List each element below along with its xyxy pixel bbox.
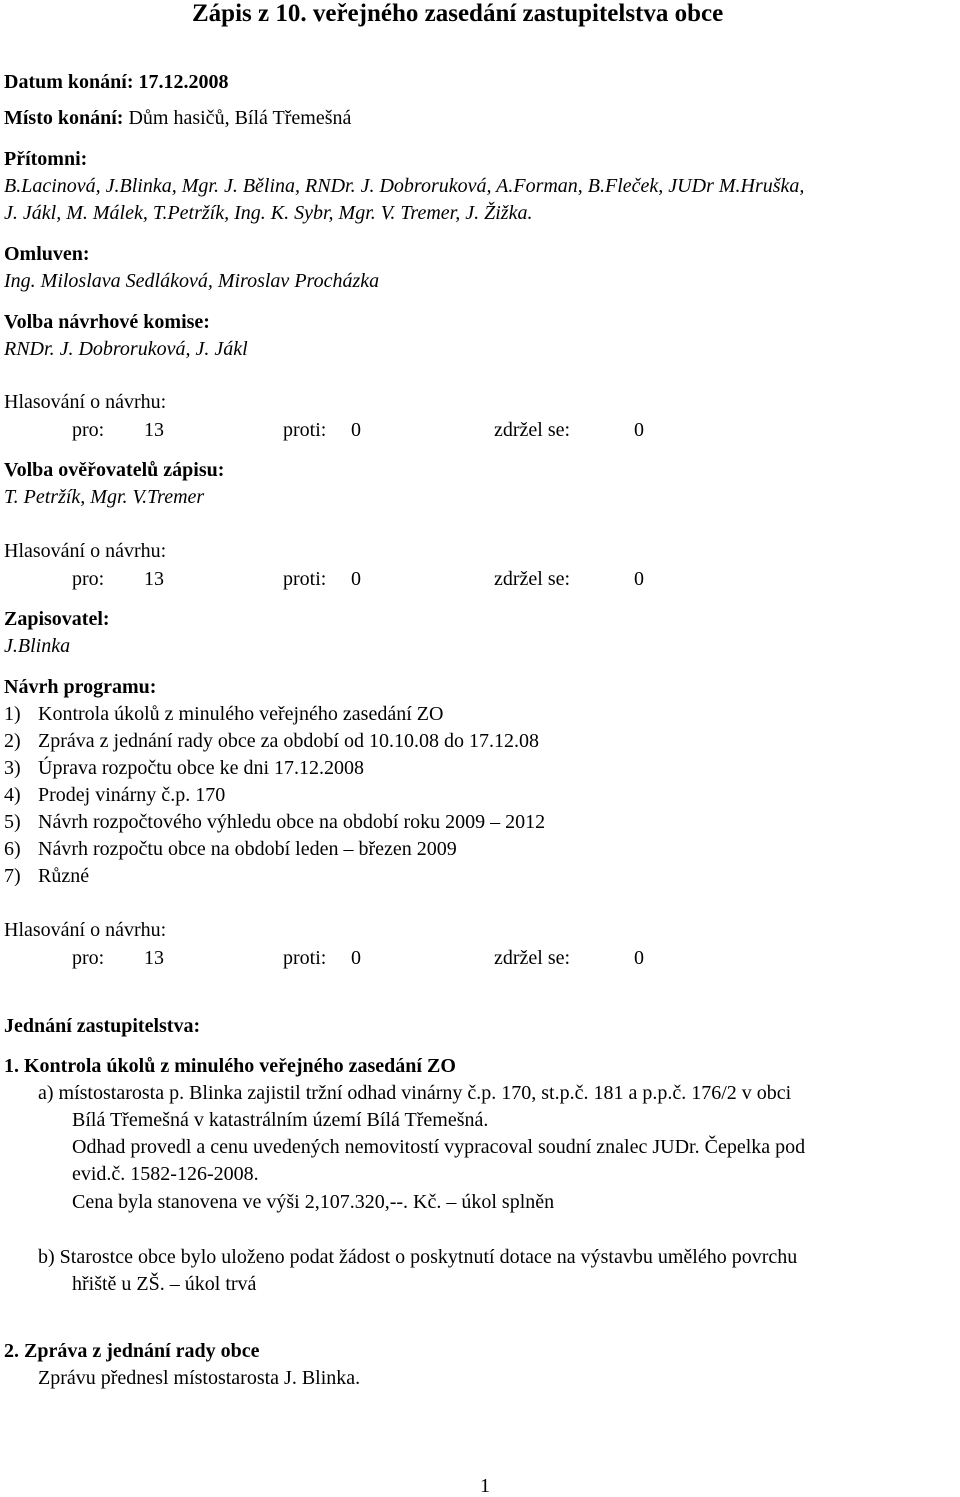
- present-line-2: J. Jákl, M. Málek, T.Petržík, Ing. K. Sybr, Mgr. V. Tremer, J. Žižka.: [4, 202, 533, 224]
- page-title: Zápis z 10. veřejného zasedání zastupitelstva obce: [192, 0, 724, 27]
- section-1-a-line-1: a) místostarosta p. Blinka zajistil tržní odhad vinárny č.p. 170, st.p.č. 181 a p.p.č. 176/2 v obci: [38, 1082, 792, 1104]
- meeting-place: [4, 108, 351, 128]
- program-item: Zpráva z jednání rady obce za období od 10.10.08 do 17.12.08: [38, 730, 539, 752]
- program-item-number: 4): [4, 784, 21, 806]
- proceedings-label: Jednání zastupitelstva:: [4, 1015, 201, 1037]
- section-2-title: 2. Zpráva z jednání rady obce: [4, 1340, 260, 1362]
- vote-proti-value: 0: [351, 947, 361, 969]
- section-1-a-line-3: Odhad provedl a cenu uvedených nemovitostí vypracoval soudní znalec JUDr. Čepelka pod: [72, 1136, 806, 1158]
- verifiers-value: T. Petržík, Mgr. V.Tremer: [4, 486, 205, 508]
- vote-label: Hlasování o návrhu:: [4, 919, 167, 941]
- program-item: Úprava rozpočtu obce ke dni 17.12.2008: [38, 757, 365, 779]
- program-item-number: 1): [4, 703, 21, 725]
- commission-label: Volba návrhové komise:: [4, 311, 210, 333]
- place-label: Místo konání:: [4, 107, 124, 129]
- section-1-a-line-5: Cena byla stanovena ve výši 2,107.320,--. Kč. – úkol splněn: [72, 1191, 555, 1213]
- present-label: Přítomni:: [4, 148, 88, 170]
- program-item-number: 7): [4, 865, 21, 887]
- vote-pro-value: 13: [144, 419, 164, 441]
- vote-pro-value: 13: [144, 947, 164, 969]
- vote-pro-label: pro:: [72, 947, 105, 969]
- program-item: Kontrola úkolů z minulého veřejného zasedání ZO: [38, 703, 444, 725]
- vote-zdrzel-value: 0: [634, 419, 644, 441]
- section-1-b-line-1: b) Starostce obce bylo uloženo podat žádost o poskytnutí dotace na výstavbu umělého povrchu: [38, 1246, 798, 1268]
- recorder-value: J.Blinka: [4, 635, 71, 657]
- vote-zdrzel-value: 0: [634, 568, 644, 590]
- vote-proti-label: proti:: [283, 419, 327, 441]
- verifiers-label: Volba ověřovatelů zápisu:: [4, 459, 225, 481]
- section-1-b-line-2: hřiště u ZŠ. – úkol trvá: [72, 1273, 257, 1295]
- vote-zdrzel-label: zdržel se:: [494, 568, 571, 590]
- vote-pro-label: pro:: [72, 419, 105, 441]
- section-1-a-line-2: Bílá Třemešná v katastrálním území Bílá Třemešná.: [72, 1109, 489, 1131]
- vote-pro-label: pro:: [72, 568, 105, 590]
- program-label: Návrh programu:: [4, 676, 157, 698]
- program-item-number: 2): [4, 730, 21, 752]
- vote-label: Hlasování o návrhu:: [4, 540, 167, 562]
- program-item-number: 5): [4, 811, 21, 833]
- section-1-title: 1. Kontrola úkolů z minulého veřejného zasedání ZO: [4, 1055, 456, 1077]
- vote-proti-label: proti:: [283, 568, 327, 590]
- section-1-a-line-4: evid.č. 1582-126-2008.: [72, 1163, 259, 1185]
- program-item-number: 3): [4, 757, 21, 779]
- present-line-1: B.Lacinová, J.Blinka, Mgr. J. Bělina, RNDr. J. Dobroruková, A.Forman, B.Fleček, JUDr M.Hruška,: [4, 175, 805, 197]
- commission-value: RNDr. J. Dobroruková, J. Jákl: [4, 338, 248, 360]
- section-2-text: Zprávu přednesl místostarosta J. Blinka.: [38, 1367, 361, 1389]
- vote-proti-label: proti:: [283, 947, 327, 969]
- vote-zdrzel-value: 0: [634, 947, 644, 969]
- vote-label: Hlasování o návrhu:: [4, 391, 167, 413]
- meeting-date: Datum konání: 17.12.2008: [4, 71, 229, 93]
- program-item: Návrh rozpočtu obce na období leden – březen 2009: [38, 838, 457, 860]
- page-number: 1: [480, 1475, 490, 1497]
- excused-value: Ing. Miloslava Sedláková, Miroslav Procházka: [4, 270, 380, 292]
- recorder-label: Zapisovatel:: [4, 608, 110, 630]
- program-item: Různé: [38, 865, 90, 887]
- place-value: Dům hasičů, Bílá Třemešná: [128, 107, 352, 129]
- program-item: Prodej vinárny č.p. 170: [38, 784, 226, 806]
- vote-proti-value: 0: [351, 568, 361, 590]
- vote-zdrzel-label: zdržel se:: [494, 947, 571, 969]
- vote-zdrzel-label: zdržel se:: [494, 419, 571, 441]
- program-item-number: 6): [4, 838, 21, 860]
- excused-label: Omluven:: [4, 243, 90, 265]
- vote-pro-value: 13: [144, 568, 164, 590]
- vote-proti-value: 0: [351, 419, 361, 441]
- program-item: Návrh rozpočtového výhledu obce na období roku 2009 – 2012: [38, 811, 546, 833]
